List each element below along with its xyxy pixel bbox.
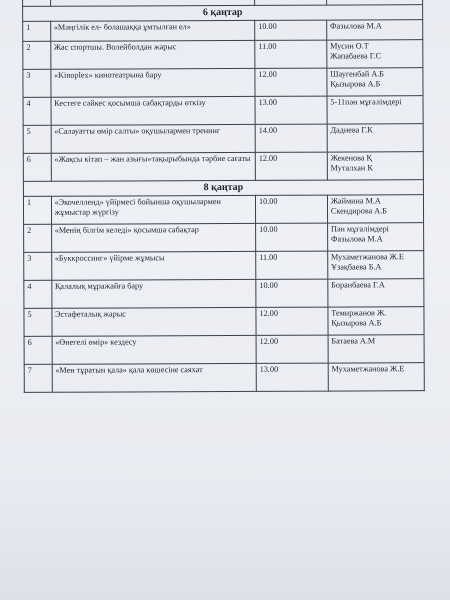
table-row	[23, 124, 423, 154]
time-cell: 12.00	[255, 152, 327, 180]
responsible-cell	[328, 307, 424, 335]
event-cell: «Жақсы кітап – жан азығы»тақырыбында тәрбие сағаты	[51, 152, 256, 181]
time-cell: 12.00	[256, 307, 328, 335]
row-number: 4	[23, 97, 51, 125]
responsible-name: Қызырова А.Б	[331, 318, 382, 328]
responsible-cell	[327, 124, 423, 152]
table-row	[23, 40, 423, 70]
responsible-cell	[327, 195, 423, 223]
time-cell: 13.00	[256, 363, 328, 391]
responsible-cell	[328, 363, 424, 391]
paper-shadow	[0, 480, 450, 600]
event-cell: Эстафеталық жарыс	[52, 307, 257, 336]
responsible-name: Пән мұғалімдері	[330, 224, 389, 234]
responsible-cell	[328, 279, 424, 307]
responsible-cell	[328, 335, 424, 363]
responsible-name: Мухаметжанова Ж.Е	[331, 252, 404, 262]
table-row	[23, 195, 423, 225]
responsible-name: Батаева А.М	[331, 336, 376, 346]
responsible-name: Жаймина М.А	[330, 196, 381, 206]
table-row	[23, 152, 423, 182]
row-number: 2	[23, 41, 51, 69]
event-cell: Қалалық мұражайға бару	[51, 279, 256, 308]
row-number: 1	[23, 196, 51, 224]
responsible-name: Мухаметжанова Ж.Е	[331, 364, 405, 374]
responsible-name: 5-11пән мұғалімдері	[330, 97, 402, 107]
table-row	[24, 363, 424, 393]
event-cell: «Экочелленд» үйірмесі бойынша оқушылармен жұмыстар жүргізу	[51, 195, 256, 224]
responsible-name: Мусин О.Т	[330, 41, 369, 51]
day-header: 6 қаңтар	[23, 5, 423, 22]
responsible-name: Фазылова М.А	[330, 234, 383, 244]
time-cell: 13.00	[255, 96, 327, 124]
event-cell: «Kinoplex» кинотеатрына бару	[51, 68, 256, 97]
row-number: 3	[24, 252, 52, 280]
event-cell: «Мен тұратын қала» қала көшесіне саяхат	[52, 363, 257, 392]
schedule-body	[23, 0, 425, 392]
time-cell: 11.00	[256, 251, 328, 279]
row-number: 1	[23, 21, 51, 41]
table-row	[23, 96, 423, 126]
time-cell: 11.00	[255, 40, 327, 68]
row-number: 4	[24, 280, 52, 308]
time-cell: 10.00	[255, 20, 327, 40]
table-row	[23, 20, 423, 42]
responsible-name: Фазылова М.А	[330, 21, 382, 31]
responsible-name: Дадиева Г.К	[330, 125, 373, 135]
responsible-cell	[327, 152, 423, 180]
responsible-cell	[327, 40, 423, 68]
table-row	[24, 335, 424, 365]
event-cell: «Салауатты өмір салты» оқушылармен тренинг	[51, 124, 256, 153]
responsible-cell	[327, 20, 423, 40]
day-header: 8 қаңтар	[23, 180, 423, 197]
time-cell: 10.00	[255, 195, 327, 223]
row-number: 2	[24, 224, 52, 252]
row-number: 5	[24, 308, 52, 336]
table-row	[24, 223, 424, 253]
table-row	[24, 251, 424, 281]
responsible-cell	[328, 251, 424, 279]
responsible-name: Шаугенбай А.Б	[330, 69, 385, 79]
table-row	[24, 279, 424, 309]
row-number: 6	[24, 336, 52, 364]
responsible-name: Жапабаева Г.С	[330, 51, 382, 61]
event-cell: «Буккроссинг» үйірме жұмысы	[51, 251, 256, 280]
responsible-cell	[327, 96, 423, 124]
responsible-cell	[327, 68, 423, 96]
schedule-table	[22, 0, 425, 393]
time-cell: 10.00	[256, 223, 328, 251]
time-cell: 12.00	[256, 335, 328, 363]
row-number: 3	[23, 69, 51, 97]
responsible-name: Боранбаева Г.А	[331, 280, 385, 290]
responsible-name: Темиржанов Ж.	[331, 308, 387, 318]
responsible-name: Қызырова А.Б	[330, 79, 381, 89]
day-header-row	[23, 5, 423, 22]
row-number: 6	[23, 153, 51, 181]
responsible-cell	[327, 223, 423, 251]
responsible-name: Ұзақбаева Б.А	[331, 262, 382, 272]
event-cell: «Мәңгілік ел- болашаққа ұмтылған ел»	[50, 20, 254, 41]
event-cell: «Менің білгім келеді» қосымша сабақтар	[51, 223, 256, 252]
responsible-name: Жекенова Қ	[330, 153, 372, 163]
day-header-row	[23, 180, 423, 197]
event-cell: Жас спортшы. Волейболдан жарыс	[50, 40, 255, 69]
row-number: 5	[23, 125, 51, 153]
row-number: 7	[24, 364, 52, 392]
responsible-name: Муталхан К	[330, 163, 373, 173]
event-cell: «Өнегелі өмір» кездесу	[52, 335, 257, 364]
event-cell: Кестеге сәйкес қосымша сабақтарды өткізу	[51, 96, 256, 125]
responsible-name: Скендирова А.Б	[330, 206, 387, 216]
table-row	[24, 307, 424, 337]
time-cell: 10.00	[256, 279, 328, 307]
table-row	[23, 68, 423, 98]
time-cell: 14.00	[255, 124, 327, 152]
time-cell: 12.00	[255, 68, 327, 96]
